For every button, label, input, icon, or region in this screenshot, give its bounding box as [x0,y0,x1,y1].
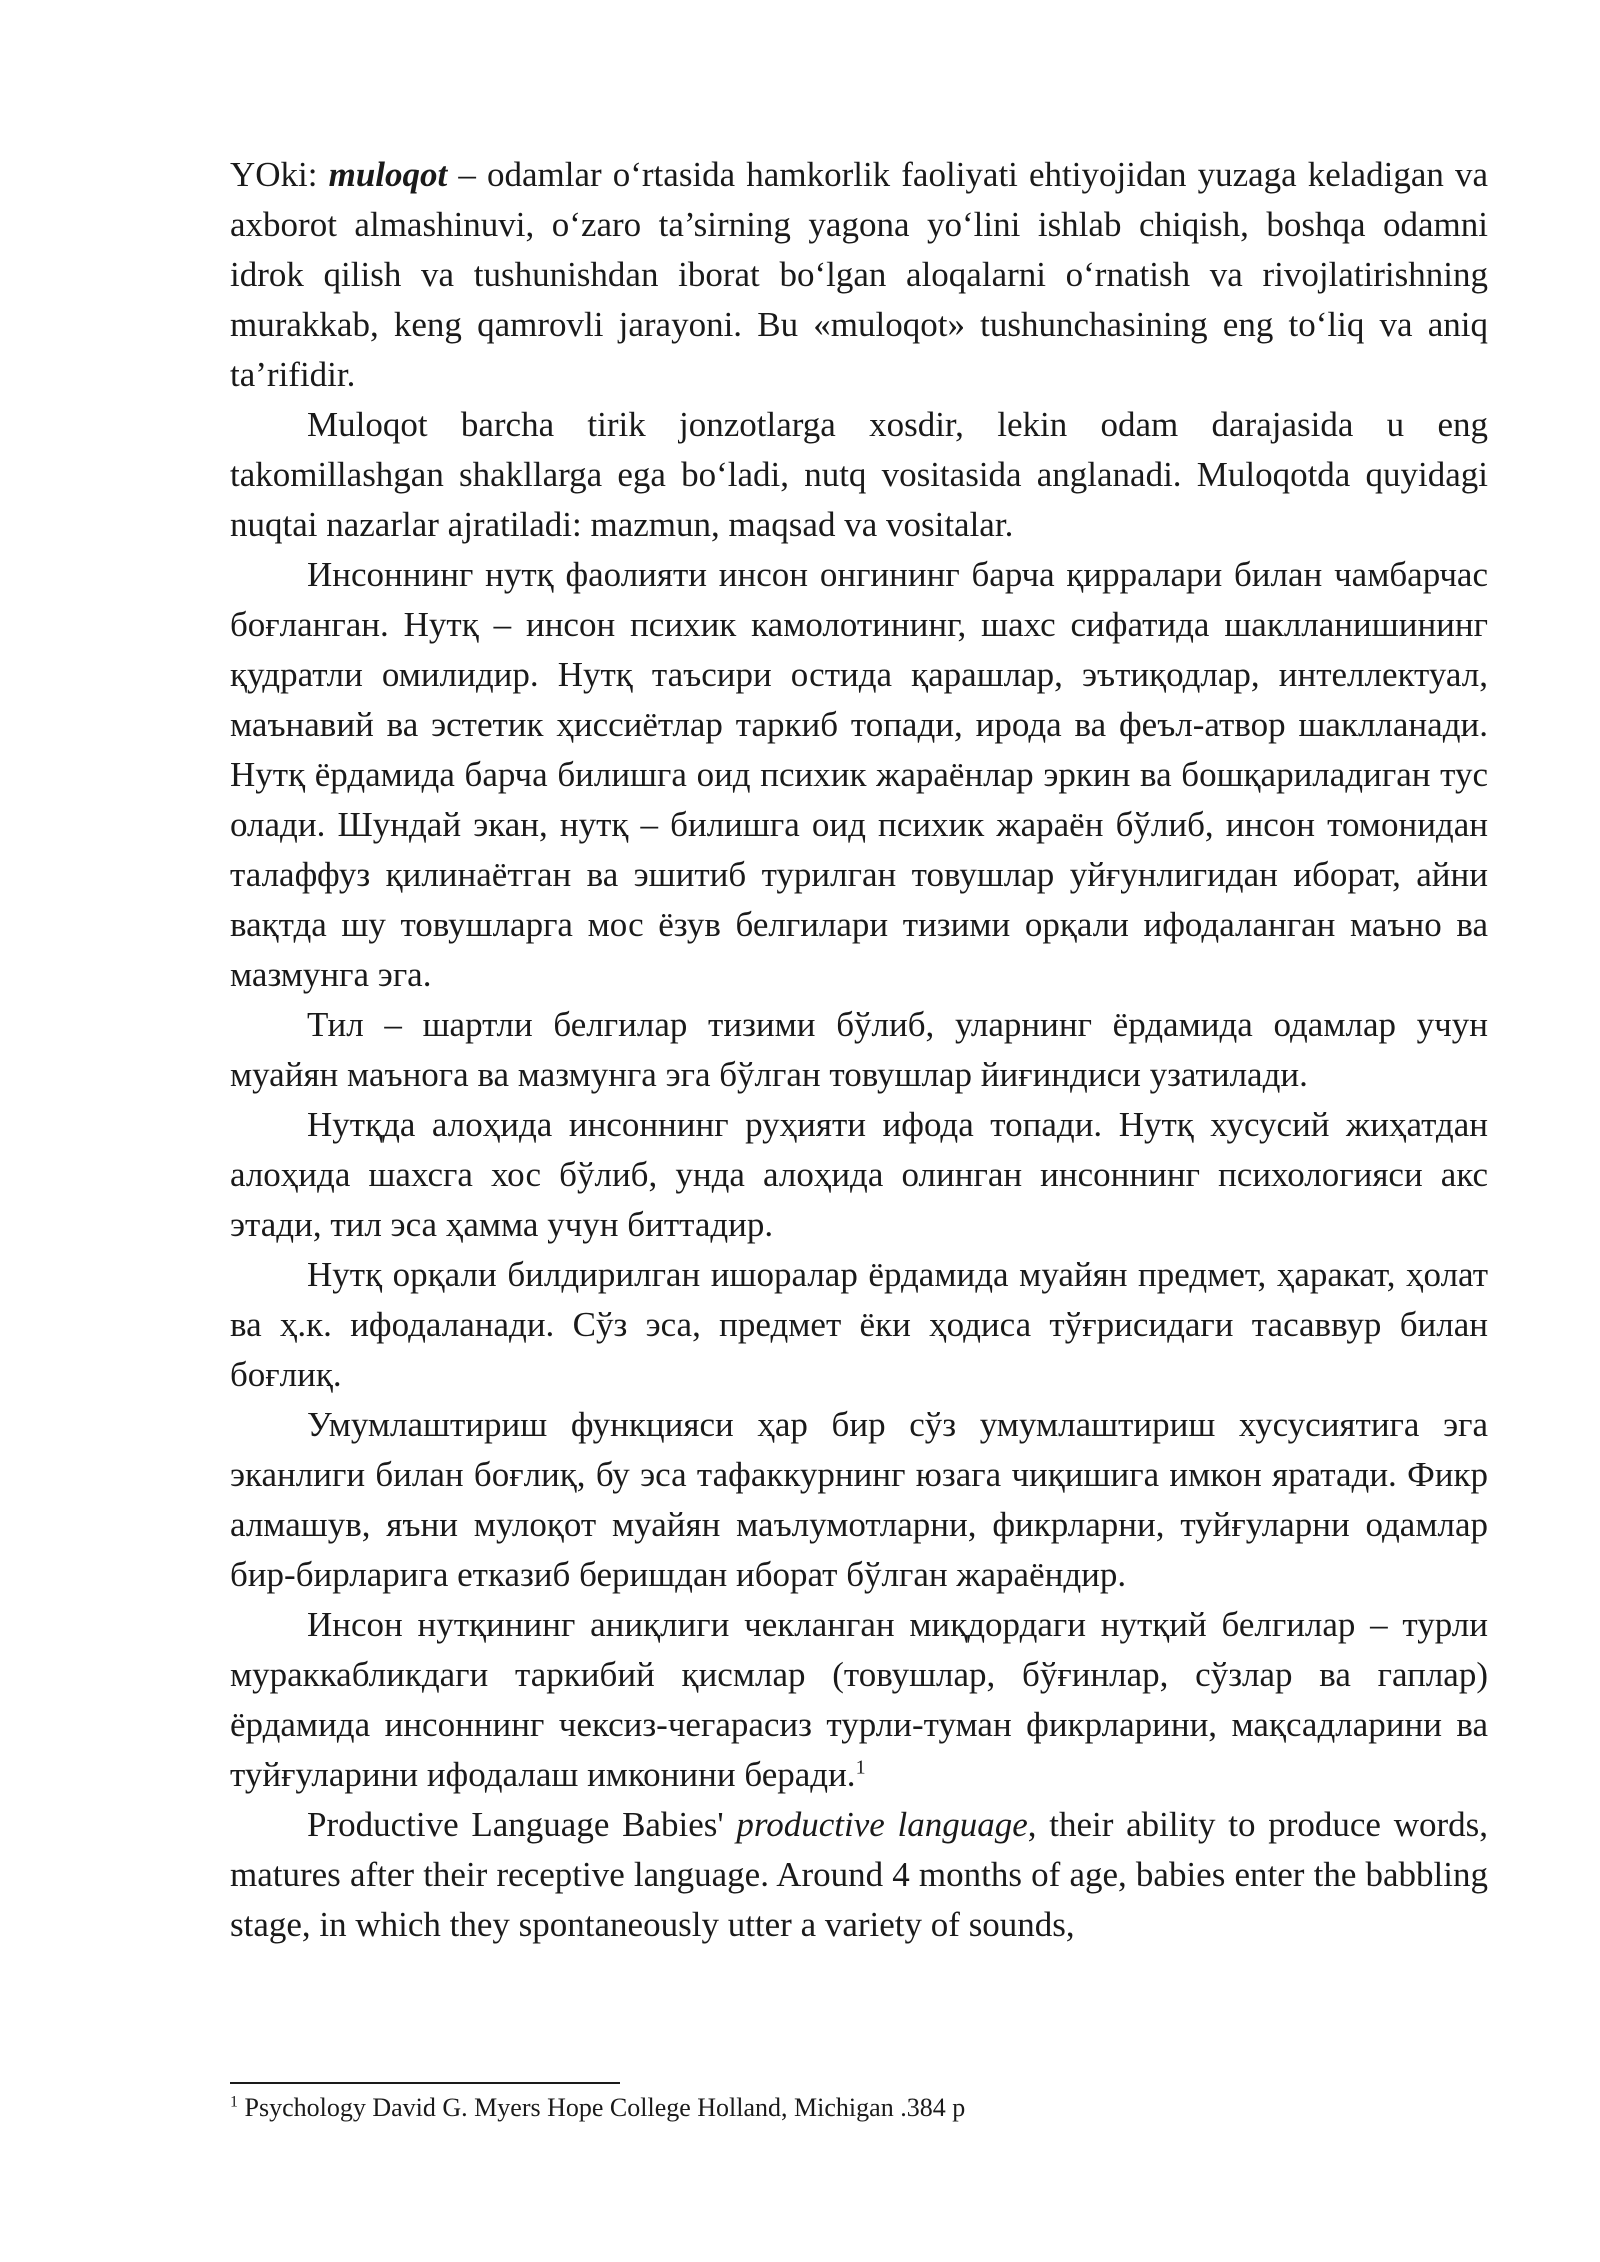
footnote-text: Psychology David G. Myers Hope College Holland, Michigan .384 p [238,2093,966,2122]
paragraph-text: – odamlar o‘rtasida hamkorlik faoliyati ehtiyojidan yuzaga keladigan va axborot almashinuvi, o‘zaro ta’sirning yagona yo‘lini ishlab chiqish, boshqa odamni idrok qilish va tushunishdan iborat bo‘lgan aloqalarni o‘rnatish va rivojlatirishning murakkab, keng qamrovli jarayoni. Bu «muloqot» tushunchasining eng to‘liq va aniq ta’rifidir. [230,155,1488,394]
paragraph-signs-and-words: Нутқ орқали билдирилган ишоралар ёрдамида муайян предмет, ҳаракат, ҳолат ва ҳ.к. ифодаланади. Сўз эса, предмет ёки ҳодиса тўғрисидаги тасаввур билан боғлиқ. [230,1255,1488,1394]
paragraph-text: , their ability to produce words, matures after their receptive language. Around 4 months of age, babies enter the babbling stage, in which they spontaneously utter a variety of sounds, [230,1805,1488,1944]
paragraph-generalization-function: Умумлаштириш функцияси ҳар бир сўз умумлаштириш хусусиятига эга эканлиги билан боғлиқ, бу эса тафаккурнинг юзага чиқишига имкон яратади. Фикр алмашув, яъни мулоқот муайян маълумотларни, фикрларни, туйғуларни одамлар бир-бирларига етказиб беришдан иборат бўлган жараёндир. [230,1405,1488,1594]
paragraph-productive-language [230,1800,1488,1950]
paragraph-speech-activity: Инсоннинг нутқ фаолияти инсон онгининг барча қирралари билан чамбарчас боғланган. Нутқ – инсон психик камолотининг, шахс сифатида шаклланишининг қудратли омилидир. Нутқ таъсири остида қарашлар, эътиқодлар, интеллектуал, маънавий ва эстетик ҳиссиётлар таркиб топади, ирода ва феъл-атвор шаклланади. Нутқ ёрдамида барча билишга оид психик жараёнлар эркин ва бошқариладиган тус олади. Шундай экан, нутқ – билишга оид психик жараён бўлиб, инсон томонидан талаффуз қилинаётган ва эшитиб турилган товушлар уйғунлигидан иборат, айни вақтда шу товушларга мос ёзув белгилари тизими орқали ифодаланган маъно ва мазмунга эга. [230,555,1488,994]
paragraph-text: Инсон нутқининг аниқлиги чекланган миқдордаги нутқий белгилар – турли мураккабликдаги таркибий қисмлар (товушлар, бўғинлар, сўзлар ва гаплар) ёрдамида инсоннинг чексиз-чегарасиз турли-туман фикрларини, мақсадларини ва туйғуларини ифодалаш имконини беради. [230,1605,1488,1794]
paragraph-spirit-in-speech: Нутқда алоҳида инсоннинг руҳияти ифода топади. Нутқ хусусий жиҳатдан алоҳида шахсга хос бўлиб, унда алоҳида олинган инсоннинг психологияси акс этади, тил эса ҳамма учун биттадир. [230,1105,1488,1244]
paragraph-speech-precision [230,1600,1488,1800]
footnote [230,2090,1488,2126]
paragraph-lead: Productive Language Babies' [307,1805,737,1844]
footnote-separator [230,2082,620,2084]
term-productive-language: productive language [736,1805,1028,1844]
term-muloqot: muloqot [328,155,448,194]
footnote-marker: 1 [230,2093,238,2111]
paragraph-lead: YOki: [230,155,329,194]
paragraph-muloqot-forms: Muloqot barcha tirik jonzotlarga xosdir, lekin odam darajasida u eng takomillashgan shakllarga ega bo‘ladi, nutq vositasida anglanadi. Muloqotda quyidagi nuqtai nazarlar ajratiladi: mazmun, maqsad va vositalar. [230,405,1488,544]
paragraph-language-definition: Тил – шартли белгилар тизими бўлиб, уларнинг ёрдамида одамлар учун муайян маънога ва мазмунга эга бўлган товушлар йиғиндиси узатилади. [230,1005,1488,1094]
body-text [230,150,1488,1950]
footnote-reference[interactable]: 1 [855,1756,866,1779]
paragraph-muloqot-definition [230,150,1488,400]
